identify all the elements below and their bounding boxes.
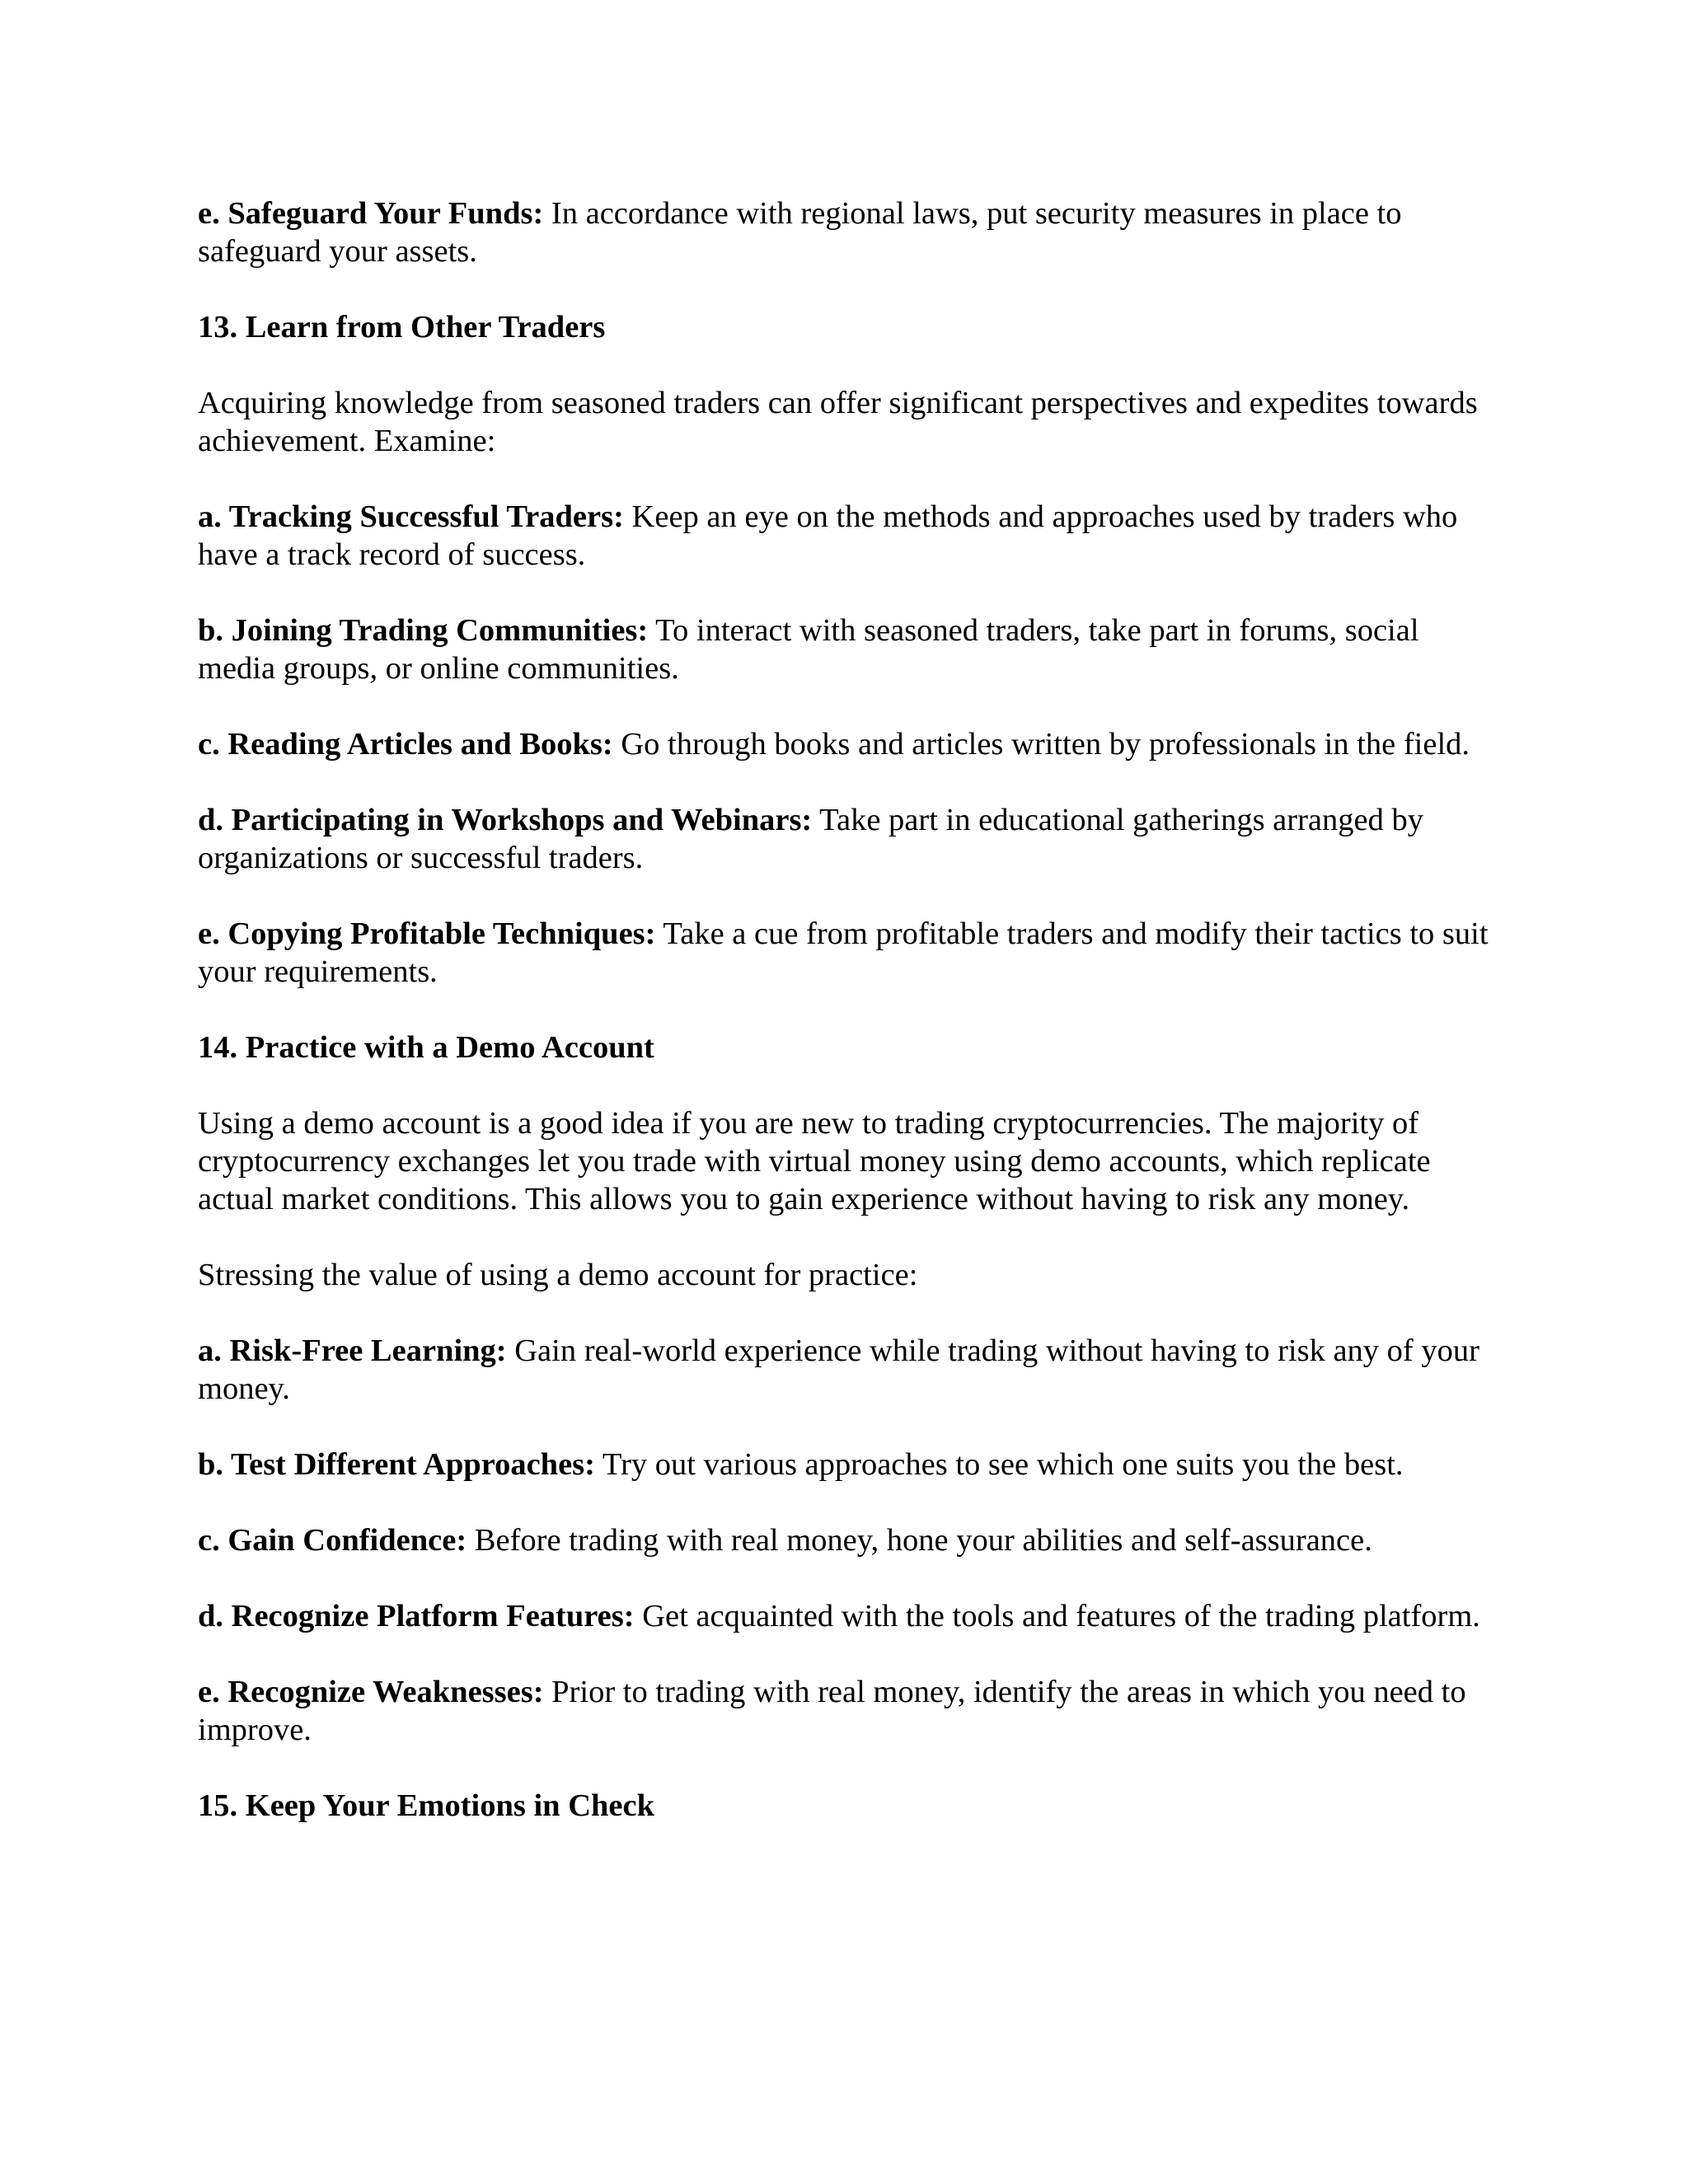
list-item-trading-communities <box>198 612 1500 687</box>
item-lead: c. Gain Confidence: <box>198 1523 467 1558</box>
section-heading-13: 13. Learn from Other Traders <box>198 310 606 344</box>
section-heading-15: 15. Keep Your Emotions in Check <box>198 1788 655 1823</box>
list-item-test-approaches <box>198 1446 1500 1483</box>
list-item-gain-confidence <box>198 1521 1500 1559</box>
item-text: Get acquainted with the tools and features of the trading platform. <box>634 1599 1480 1633</box>
item-lead: c. Reading Articles and Books: <box>198 727 613 762</box>
item-lead: a. Risk-Free Learning: <box>198 1333 507 1368</box>
item-lead: b. Test Different Approaches: <box>198 1447 595 1482</box>
item-text: To interact with seasoned traders, take part in forums, social media groups, or online communities. <box>198 613 1419 686</box>
item-text: Try out various approaches to see which one suits you the best. <box>594 1447 1404 1482</box>
list-item-reading-articles <box>198 725 1500 763</box>
item-text: In accordance with regional laws, put security measures in place to safeguard your assets. <box>198 196 1402 269</box>
list-item-copying-techniques <box>198 915 1500 991</box>
list-item-platform-features <box>198 1597 1500 1635</box>
item-text: Before trading with real money, hone your abilities and self-assurance. <box>467 1523 1372 1558</box>
item-lead: d. Recognize Platform Features: <box>198 1599 635 1633</box>
paragraph-demo-account: Using a demo account is a good idea if you are new to trading cryptocurrencies. The majority of cryptocurrency exchanges let you trade with virtual money using demo accounts, which replicate actual market conditions. This allows you to gain experience without having to risk any money. <box>198 1106 1431 1216</box>
item-lead: d. Participating in Workshops and Webinars: <box>198 803 813 837</box>
item-text: Prior to trading with real money, identify the areas in which you need to improve. <box>198 1675 1466 1747</box>
list-item-tracking-traders <box>198 498 1500 574</box>
list-item-risk-free <box>198 1332 1500 1408</box>
list-item-safeguard-funds <box>198 194 1500 270</box>
list-item-workshops <box>198 801 1500 877</box>
item-text: Take part in educational gatherings arranged by organizations or successful traders. <box>198 803 1423 875</box>
item-lead: e. Safeguard Your Funds: <box>198 196 544 231</box>
item-text: Take a cue from profitable traders and modify their tactics to suit your requirements. <box>198 916 1489 989</box>
item-lead: e. Recognize Weaknesses: <box>198 1675 544 1709</box>
item-text: Gain real-world experience while trading without having to risk any of your money. <box>198 1333 1479 1406</box>
paragraph-intro-13: Acquiring knowledge from seasoned traders can offer significant perspectives and expedites towards achievement. Examine: <box>198 386 1478 458</box>
document-body <box>198 194 1500 1863</box>
item-lead: b. Joining Trading Communities: <box>198 613 649 648</box>
item-text: Keep an eye on the methods and approaches used by traders who have a track record of success. <box>198 499 1458 572</box>
item-lead: a. Tracking Successful Traders: <box>198 499 624 534</box>
section-heading-14: 14. Practice with a Demo Account <box>198 1030 654 1065</box>
paragraph-stressing-value: Stressing the value of using a demo account for practice: <box>198 1258 918 1292</box>
item-text: Go through books and articles written by professionals in the field. <box>612 727 1470 762</box>
list-item-weaknesses <box>198 1673 1500 1749</box>
item-lead: e. Copying Profitable Techniques: <box>198 916 656 951</box>
